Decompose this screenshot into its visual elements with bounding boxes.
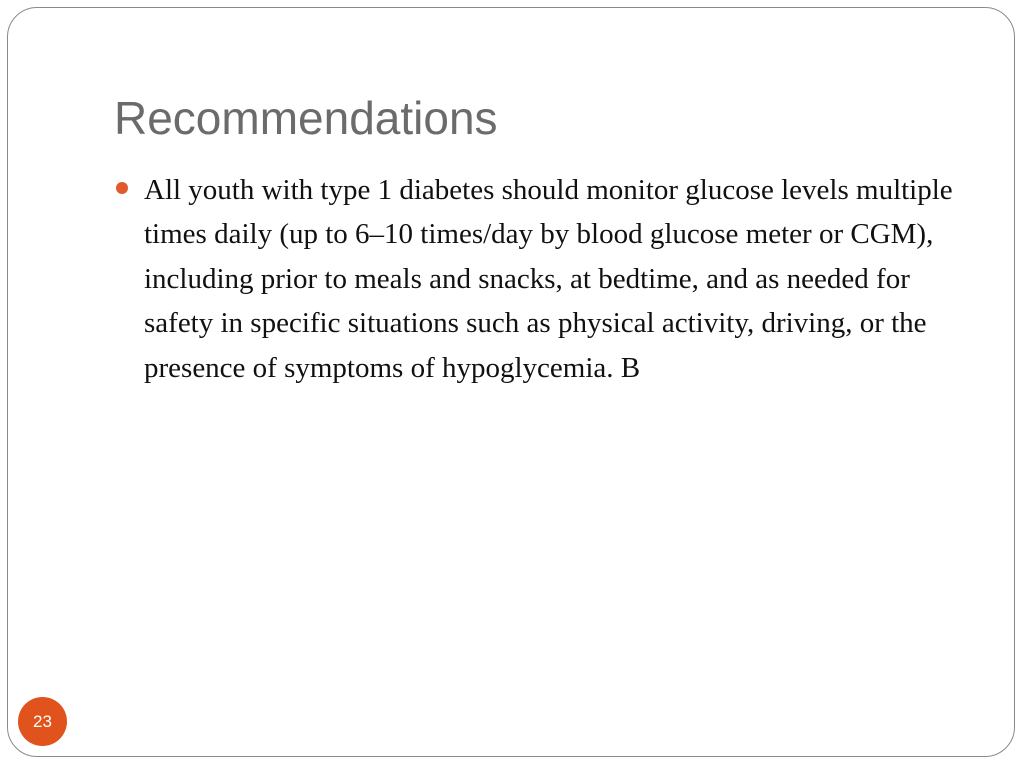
- bullet-text: All youth with type 1 diabetes should monitor glucose levels multiple times daily (up to 6–10 times/day by blood glucose meter or CGM), including prior to meals and snacks, at bedtime, and as needed for safety in specific situations such as physical activity, driving, or the presence of symptoms of hypoglycemia. B: [144, 174, 953, 384]
- slide-title: Recommendations: [114, 92, 498, 144]
- bullet-item: [114, 168, 964, 390]
- page-number-badge: 23: [18, 697, 67, 746]
- bullet-list: [114, 168, 964, 390]
- bullet-dot-icon: [116, 182, 128, 194]
